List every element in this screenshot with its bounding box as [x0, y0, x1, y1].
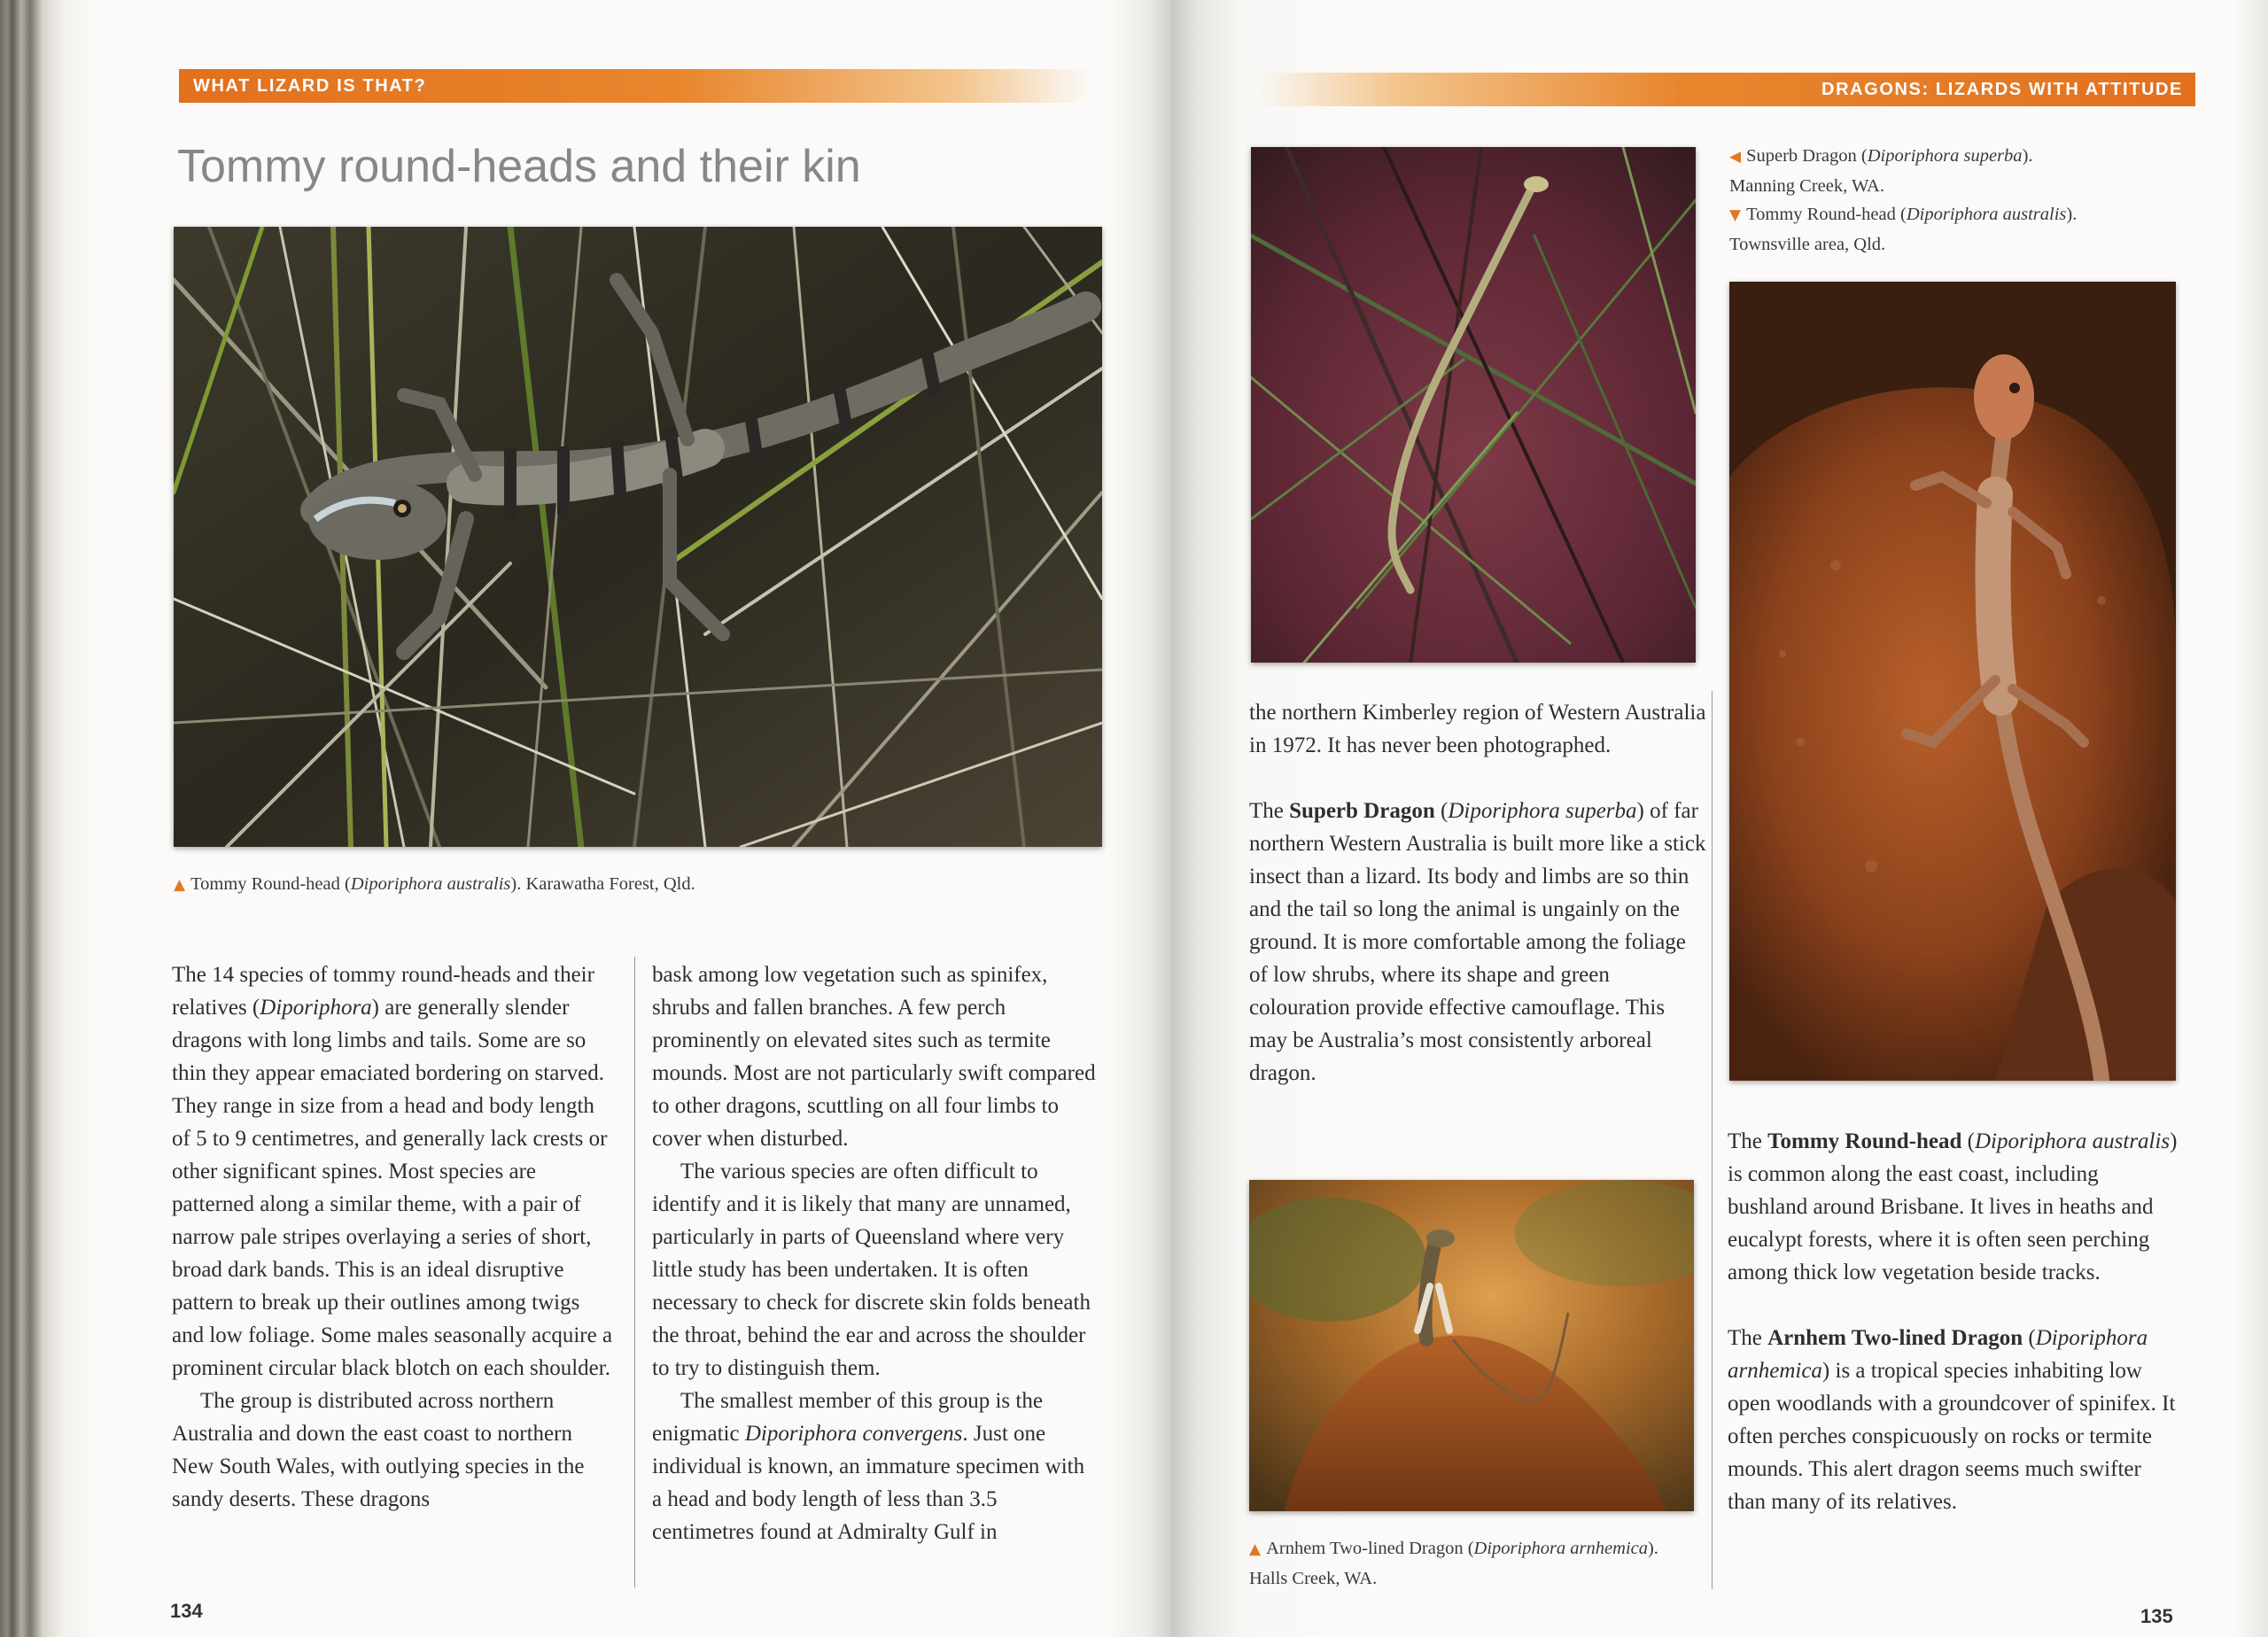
running-header-right: [1258, 73, 2195, 106]
lizard-in-grass-illustration: [174, 227, 1102, 847]
superb-dragon-illustration: [1251, 147, 1696, 663]
caption-location: Townsville area, Qld.: [1729, 235, 1886, 254]
arnhem-dragon-illustration: [1249, 1180, 1694, 1511]
caption-location: ). Karawatha Forest, Qld.: [510, 874, 695, 894]
caption-location: Halls Creek, WA.: [1249, 1569, 1378, 1588]
caption-arnhem-dragon: ▲ Arnhem Two-lined Dragon (Diporiphora arnhemica). Halls Creek, WA.: [1249, 1534, 1710, 1594]
body-column-4: [1728, 1125, 2183, 1518]
column-divider: [1712, 691, 1713, 1589]
caption-main-photo: [174, 870, 1095, 900]
running-header-right-text: DRAGONS: LIZARDS WITH ATTITUDE: [1821, 79, 2183, 99]
paragraph: The various species are often difficult to identify and it is likely that many are unnamed, particularly in parts of Queensland where very little study has been undertaken. It is often necessary to check for discrete skin folds beneath the throat, behind the ear and across the shoulder to try to distinguish them.: [652, 1160, 1091, 1380]
running-header-left-text: WHAT LIZARD IS THAT?: [193, 75, 427, 96]
running-header-left: [179, 69, 1090, 103]
caption-superb-dragon: ◀ Superb Dragon (Diporiphora superba). Manning Creek, WA.: [1729, 142, 2208, 201]
paragraph: The Arnhem Two-lined Dragon (Diporiphora arnhemica) is a tropical species inhabiting low open woodlands with a groundcover of spinifex. It often perches conspicuously on rocks or termite mounds. This alert dragon seems much swifter than many of its relatives.: [1728, 1326, 2176, 1514]
page-number-left: 134: [170, 1600, 203, 1622]
paragraph: The Tommy Round-head (Diporiphora australis) is common along the east coast, including bushland around Brisbane. It lives in heaths and eucalypt forests, where it is often seen perching among thick low vegetation beside tracks.: [1728, 1129, 2178, 1284]
column-divider: [634, 957, 635, 1587]
caption-triangle-left-icon: ◀: [1729, 148, 1742, 166]
caption-tommy-round-head: ▼ Tommy Round-head (Diporiphora australis). Townsville area, Qld.: [1729, 200, 2208, 260]
paragraph: The Superb Dragon (Diporiphora superba) of far northern Western Australia is built more like a stick insect than a lizard. Its body and limbs are so thin and the tail so long the animal is ungainly on the ground. It is more comfortable among the foliage of low shrubs, where its shape and green colouration provide effective camouflage. This may be Australia’s most consistently arboreal dragon.: [1249, 799, 1706, 1085]
caption-triangle-down-icon: ▼: [1729, 206, 1742, 224]
body-column-2: [652, 958, 1097, 1548]
caption-triangle-up-icon: ▲: [174, 876, 186, 894]
paragraph: The smallest member of this group is the enigmatic Diporiphora convergens. Just one individual is known, an immature specimen with a head and body length of less than 3.5 centimetres found at Admiralty Gulf in: [652, 1389, 1085, 1544]
photo-tommy-round-head-rock: [1729, 282, 2176, 1081]
paragraph: The 14 species of tommy round-heads and their relatives (Diporiphora) are generally slender dragons with long limbs and tails. Some are so thin they appear emaciated bordering on starved. They range in size from a head and body length of 5 to 9 centimetres, and generally lack crests or other significant spines. Most species are patterned along a similar theme, with a pair of narrow pale stripes overlaying a series of short, broad dark bands. This is an ideal disruptive pattern to break up their outlines among twigs and low foliage. Some males seasonally acquire a prominent circular black blotch on each shoulder.: [172, 963, 613, 1380]
caption-triangle-up-icon: ▲: [1249, 1540, 1262, 1558]
page-title: Tommy round-heads and their kin: [177, 141, 861, 192]
paragraph: The group is distributed across northern Australia and down the east coast to northern New South Wales, with outlying species in the sandy deserts. These dragons: [172, 1389, 585, 1511]
caption-location: Manning Creek, WA.: [1729, 176, 1884, 196]
caption-species: Diporiphora australis: [350, 874, 511, 894]
photo-superb-dragon: [1251, 147, 1696, 663]
body-column-1: [172, 958, 615, 1516]
lizard-on-rock-illustration: [1729, 282, 2176, 1081]
caption-text: Tommy Round-head (: [190, 874, 351, 894]
body-column-3: [1249, 696, 1706, 1090]
paragraph: bask among low vegetation such as spinifex, shrubs and fallen branches. A few perch prominently on elevated sites such as termite mounds. Most are not particularly swift compared to other dragons, scuttling on all four limbs to cover when disturbed.: [652, 963, 1096, 1151]
page-number-right: 135: [2140, 1605, 2173, 1627]
paragraph: the northern Kimberley region of Western Australia in 1972. It has never been photographed.: [1249, 701, 1706, 757]
right-page: [1171, 0, 2268, 1637]
photo-arnhem-two-lined-dragon: [1249, 1180, 1694, 1511]
photo-tommy-round-head-grass: [174, 227, 1102, 847]
